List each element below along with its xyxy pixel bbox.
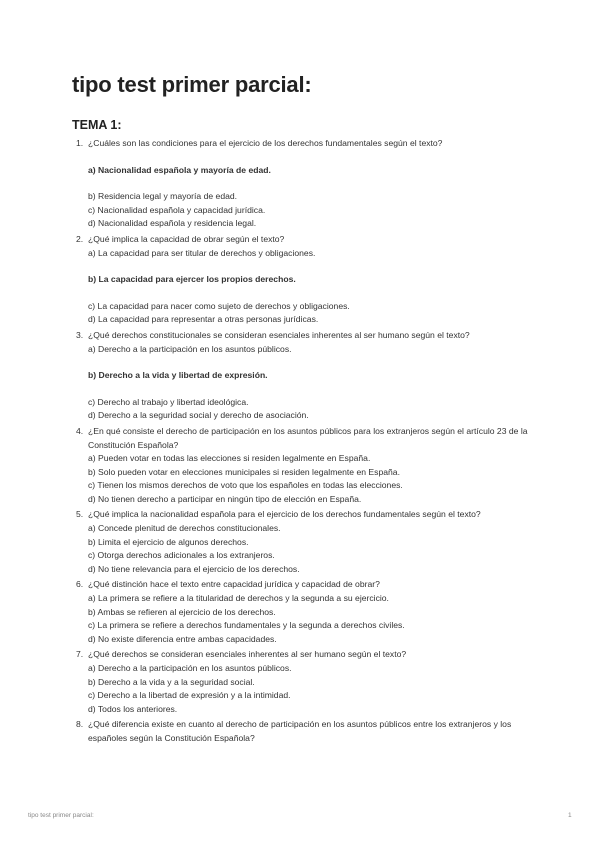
- answer-option: c) Otorga derechos adicionales a los extranjeros.: [88, 550, 275, 561]
- question-item: [72, 578, 542, 646]
- answer-option: d) Nacionalidad española y residencia legal.: [88, 218, 257, 229]
- question-number: 1.: [76, 138, 84, 148]
- question-text: ¿Qué implica la capacidad de obrar según el texto?: [88, 233, 285, 244]
- answer-option: a) La primera se refiere a la titularidad de derechos y la segunda a su ejercicio.: [88, 593, 389, 604]
- question-text: ¿Cuáles son las condiciones para el ejercicio de los derechos fundamentales según el texto?: [88, 138, 443, 148]
- answer-option: d) No tienen derecho a participar en ningún tipo de elección en España.: [88, 493, 362, 504]
- question-text: ¿Qué derechos se consideran esenciales inherentes al ser humano según el texto?: [88, 649, 407, 660]
- question-text: ¿Qué diferencia existe en cuanto al derecho de participación en los asuntos públicos entre los extranjeros y los españoles según la Constitución Española?: [88, 719, 512, 743]
- answer-option: a) Derecho a la participación en los asuntos públicos.: [88, 343, 292, 354]
- question-number: 5.: [76, 509, 84, 520]
- answer-option-highlighted: b) Derecho a la vida y libertad de expresión.: [88, 370, 268, 381]
- answer-option: c) La primera se refiere a derechos fundamentales y la segunda a derechos civiles.: [88, 620, 405, 631]
- question-item: [72, 137, 542, 231]
- question-item: [72, 508, 542, 576]
- section-title: TEMA 1:: [72, 118, 122, 132]
- answer-option: c) Derecho al trabajo y libertad ideológica.: [88, 396, 249, 407]
- question-item: [72, 233, 542, 327]
- question-number: 2.: [76, 233, 84, 244]
- answer-option: b) Residencia legal y mayoría de edad.: [88, 191, 238, 202]
- question-item: [72, 329, 542, 423]
- answer-option-highlighted: b) La capacidad para ejercer los propios derechos.: [88, 274, 296, 285]
- answer-option: d) No tiene relevancia para el ejercicio de los derechos.: [88, 563, 300, 574]
- answer-option: c) Tienen los mismos derechos de voto que los españoles en todas las elecciones.: [88, 480, 403, 491]
- answer-option: c) Derecho a la libertad de expresión y a la intimidad.: [88, 690, 291, 701]
- question-text: ¿En qué consiste el derecho de participación en los asuntos públicos para los extranjeros según el artículo 23 de la Constitución Española?: [88, 425, 528, 450]
- answer-option-highlighted: a) Nacionalidad española y mayoría de edad.: [88, 164, 271, 175]
- question-item: [72, 718, 542, 745]
- question-text: ¿Qué implica la nacionalidad española para el ejercicio de los derechos fundamentales según el texto?: [88, 509, 481, 520]
- answer-option: a) Pueden votar en todas las elecciones si residen legalmente en España.: [88, 453, 371, 464]
- question-item: [72, 425, 542, 507]
- answer-option: a) La capacidad para ser titular de derechos y obligaciones.: [88, 247, 316, 258]
- answer-option: b) Derecho a la vida y a la seguridad social.: [88, 676, 255, 687]
- answer-option: c) La capacidad para nacer como sujeto de derechos y obligaciones.: [88, 300, 350, 311]
- question-number: 7.: [76, 649, 84, 660]
- answer-option: d) Todos los anteriores.: [88, 703, 178, 714]
- answer-option: d) Derecho a la seguridad social y derecho de asociación.: [88, 410, 309, 421]
- answer-option: b) Solo pueden votar en elecciones municipales si residen legalmente en España.: [88, 466, 400, 477]
- answer-option: b) Limita el ejercicio de algunos derechos.: [88, 536, 249, 547]
- question-number: 8.: [76, 719, 84, 730]
- answer-option: d) No existe diferencia entre ambas capacidades.: [88, 633, 277, 644]
- answer-option: d) La capacidad para representar a otras personas jurídicas.: [88, 314, 319, 325]
- question-text: ¿Qué derechos constitucionales se consideran esenciales inherentes al ser humano según el texto?: [88, 329, 470, 340]
- page-number: 1: [568, 812, 572, 819]
- footer-title: tipo test primer parcial:: [28, 812, 94, 819]
- question-number: 3.: [76, 329, 84, 340]
- answer-option: c) Nacionalidad española y capacidad jurídica.: [88, 204, 266, 215]
- question-number: 4.: [76, 425, 84, 436]
- page-title: tipo test primer parcial:: [72, 72, 312, 97]
- question-list: [72, 137, 542, 748]
- answer-option: b) Ambas se refieren al ejercicio de los derechos.: [88, 606, 276, 617]
- answer-option: a) Derecho a la participación en los asuntos públicos.: [88, 663, 292, 673]
- question-text: ¿Qué distinción hace el texto entre capacidad jurídica y capacidad de obrar?: [88, 579, 380, 590]
- question-number: 6.: [76, 579, 84, 590]
- question-item: [72, 648, 542, 716]
- answer-option: a) Concede plenitud de derechos constitucionales.: [88, 523, 281, 534]
